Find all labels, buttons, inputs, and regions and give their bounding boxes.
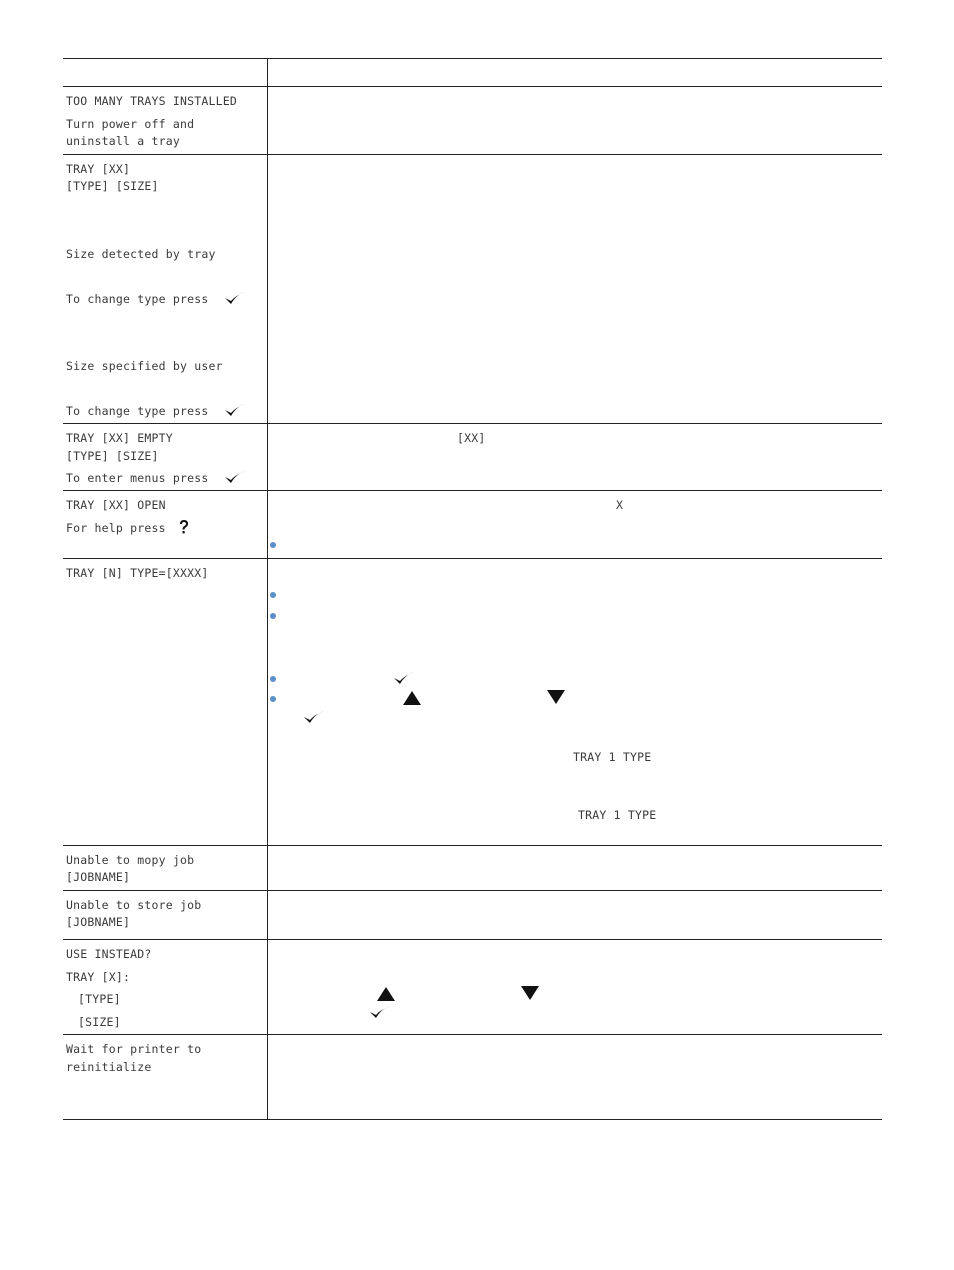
- down-arrow-icon: [521, 986, 539, 1000]
- description-text: TRAY 1 TYPE: [573, 750, 652, 764]
- message-line: TRAY [X]:: [66, 970, 131, 984]
- up-arrow-icon: [403, 691, 421, 705]
- message-line: Turn power off and: [66, 117, 195, 131]
- table-bottom-rule: [63, 1119, 882, 1120]
- bullet-icon: [270, 613, 276, 619]
- table-header-rule: [63, 86, 882, 87]
- bullet-icon: [270, 592, 276, 598]
- checkmark-icon: [224, 470, 246, 484]
- row-divider: [63, 1034, 882, 1035]
- message-line: USE INSTEAD?: [66, 947, 152, 961]
- message-line: TRAY [XX] OPEN: [66, 498, 166, 512]
- message-line: [JOBNAME]: [66, 915, 131, 929]
- message-line: To enter menus press: [66, 471, 209, 485]
- checkmark-icon: [224, 403, 246, 417]
- message-line: [TYPE] [SIZE]: [66, 449, 159, 463]
- checkmark-icon: [369, 1005, 391, 1019]
- down-arrow-icon: [547, 690, 565, 704]
- row-divider: [63, 490, 882, 491]
- message-line: [JOBNAME]: [66, 870, 131, 884]
- column-divider: [267, 58, 268, 1120]
- row-divider: [63, 154, 882, 155]
- message-line: Wait for printer to: [66, 1042, 202, 1056]
- message-line: Size specified by user: [66, 359, 223, 373]
- message-line: TOO MANY TRAYS INSTALLED: [66, 94, 237, 108]
- description-text: TRAY 1 TYPE: [578, 808, 657, 822]
- message-line: Size detected by tray: [66, 247, 216, 261]
- bullet-icon: [270, 696, 276, 702]
- row-divider: [63, 939, 882, 940]
- message-line: Unable to store job: [66, 898, 202, 912]
- message-line: For help press: [66, 521, 166, 535]
- message-line: Unable to mopy job: [66, 853, 195, 867]
- table-top-rule: [63, 58, 882, 59]
- bullet-icon: [270, 542, 276, 548]
- question-mark-icon: [178, 519, 190, 535]
- message-line: TRAY [XX]: [66, 162, 131, 176]
- description-text: X: [616, 498, 624, 512]
- message-line: [TYPE]: [78, 992, 121, 1006]
- message-line: [SIZE]: [78, 1015, 121, 1029]
- message-line: reinitialize: [66, 1060, 152, 1074]
- row-divider: [63, 845, 882, 846]
- checkmark-icon: [393, 671, 415, 685]
- checkmark-icon: [224, 291, 246, 305]
- message-line: TRAY [N] TYPE=[XXXX]: [66, 566, 209, 580]
- message-line: To change type press: [66, 292, 209, 306]
- message-line: TRAY [XX] EMPTY: [66, 431, 173, 445]
- row-divider: [63, 423, 882, 424]
- up-arrow-icon: [377, 987, 395, 1001]
- row-divider: [63, 558, 882, 559]
- checkmark-icon: [303, 710, 325, 724]
- message-line: To change type press: [66, 404, 209, 418]
- bullet-icon: [270, 676, 276, 682]
- row-divider: [63, 890, 882, 891]
- description-text: [XX]: [457, 431, 486, 445]
- message-line: uninstall a tray: [66, 134, 180, 148]
- message-line: [TYPE] [SIZE]: [66, 179, 159, 193]
